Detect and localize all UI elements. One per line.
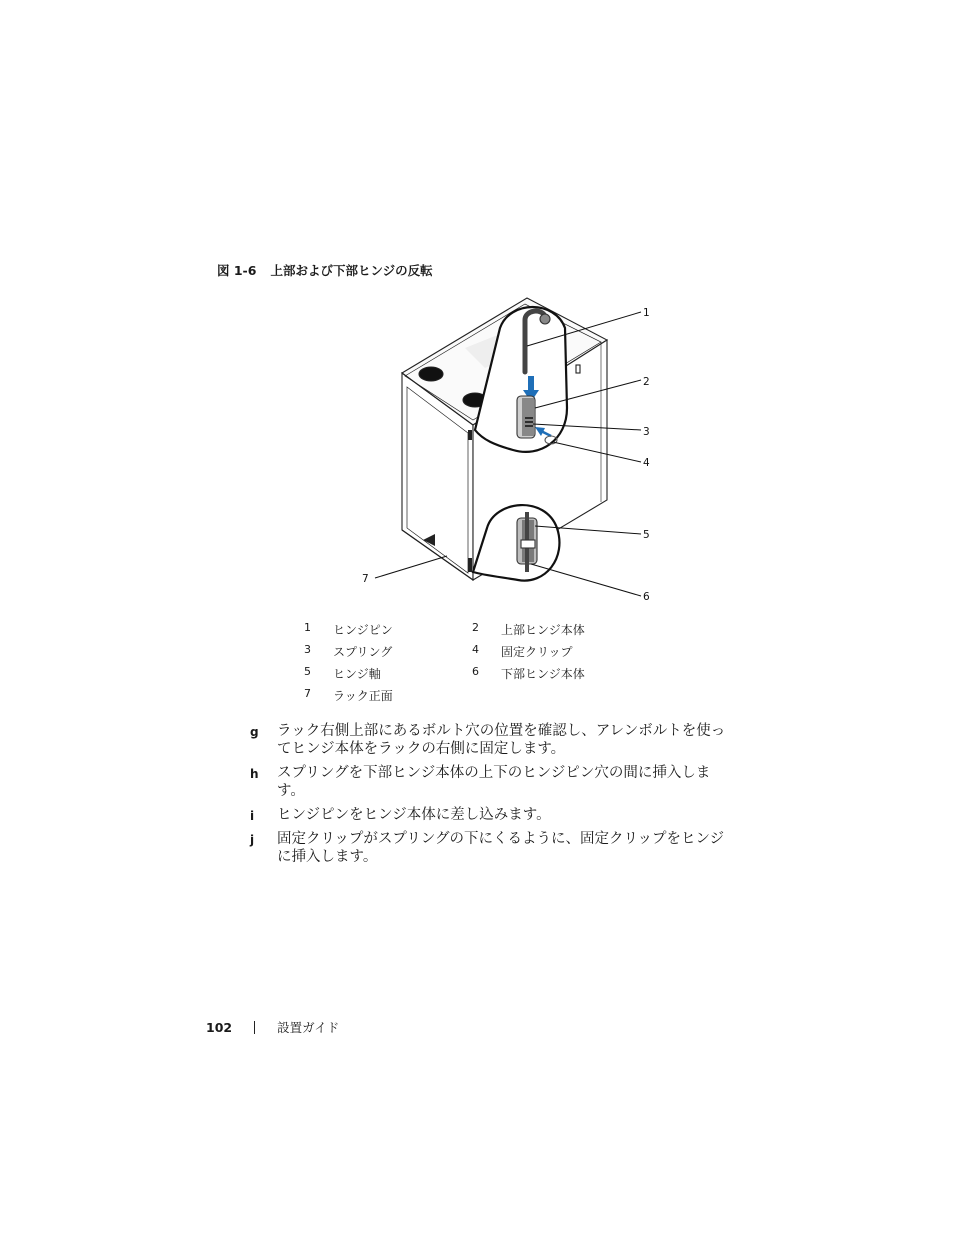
cable-hole-left [419,367,443,381]
footer-section: 設置ガイド [277,1020,340,1035]
callout-5: 5 [643,529,650,541]
callout-3: 3 [643,426,650,438]
legend-label: スプリング [333,645,393,659]
legend-number: 3 [304,643,311,656]
step-text: ヒンジピンをヒンジ本体に差し込みます。 [277,807,551,823]
figure-legend [300,621,660,709]
step-i [248,806,728,824]
figure-caption [217,261,433,279]
legend-row [300,665,660,687]
step-j [248,830,728,866]
callout-7: 7 [362,573,369,585]
legend-number: 4 [472,643,479,656]
legend-number: 1 [304,621,311,634]
legend-label: ラック正面 [333,689,393,703]
hinge-illustration [355,290,665,610]
step-letter: h [250,767,259,781]
page-footer [206,1018,339,1036]
step-text: スプリングを下部ヒンジ本体の上下のヒンジピン穴の間に挿入します。 [277,765,711,799]
instruction-steps [248,722,728,872]
legend-label: 上部ヒンジ本体 [501,623,585,637]
page-number: 102 [206,1020,233,1035]
figure-title: 上部および下部ヒンジの反転 [270,263,433,278]
legend-row [300,643,660,665]
step-letter: g [250,725,259,739]
step-h [248,764,728,800]
callout-2: 2 [643,376,650,388]
legend-label: ヒンジ軸 [333,667,381,681]
legend-number: 7 [304,687,311,700]
step-letter: j [250,833,255,847]
legend-row [300,621,660,643]
callout-4: 4 [643,457,650,469]
step-g [248,722,728,758]
callout-6: 6 [643,591,650,603]
legend-row [300,687,660,709]
step-text: ラック右側上部にあるボルト穴の位置を確認し、アレンボルトを使ってヒンジ本体をラックの右側に固定します。 [277,723,726,757]
figure-number: 図 1-6 [217,263,257,278]
step-letter: i [250,809,255,823]
legend-number: 6 [472,665,479,678]
footer-divider [254,1021,255,1034]
legend-number: 5 [304,665,311,678]
step-text: 固定クリップがスプリングの下にくるように、固定クリップをヒンジに挿入します。 [277,831,725,865]
legend-label: 下部ヒンジ本体 [501,667,585,681]
callout-1: 1 [643,307,650,319]
legend-label: 固定クリップ [501,645,573,659]
legend-label: ヒンジピン [333,623,393,637]
legend-number: 2 [472,621,479,634]
